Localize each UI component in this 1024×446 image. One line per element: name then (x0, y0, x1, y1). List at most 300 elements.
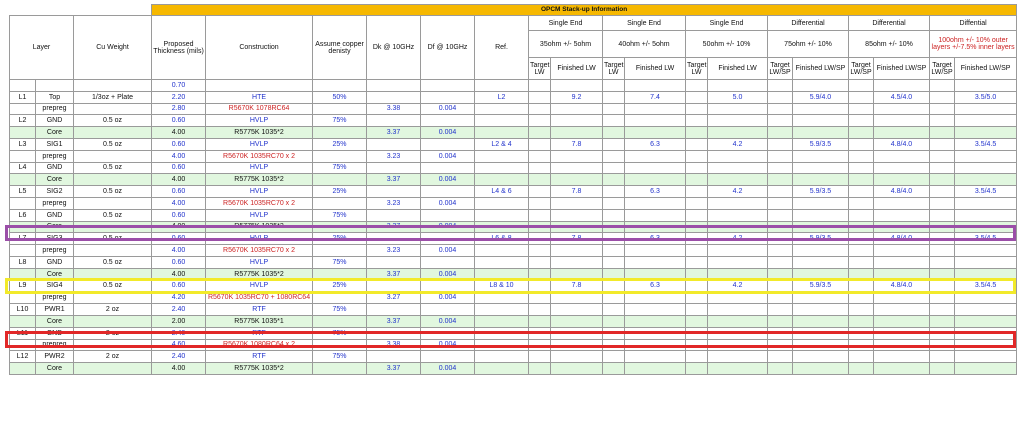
finished-lw (955, 304, 1017, 316)
cu-weight (74, 339, 152, 351)
target-lw (768, 327, 793, 339)
df-value: 0.004 (421, 197, 475, 209)
target-lw (603, 327, 625, 339)
table-row (10, 115, 1017, 127)
target-lw (529, 245, 551, 257)
group-title: Single End (603, 16, 686, 31)
ref-layers (475, 174, 529, 186)
dk-value (367, 115, 421, 127)
layer-name: prepreg (36, 103, 74, 115)
layer-name: Core (36, 127, 74, 139)
df-header: Df @ 10GHz (421, 16, 475, 80)
finished-lw (551, 162, 603, 174)
target-lw (686, 174, 708, 186)
construction: HVLP (206, 186, 313, 198)
ref-layers: L2 (475, 91, 529, 103)
target-lw (529, 150, 551, 162)
finished-lw (551, 80, 603, 92)
cu-weight (74, 103, 152, 115)
layer-id: L4 (10, 162, 36, 174)
construction: R5670K 1035RC70 x 2 (206, 245, 313, 257)
target-lw (529, 209, 551, 221)
finished-lw: 7.4 (625, 91, 686, 103)
finished-lw (793, 115, 849, 127)
df-value (421, 327, 475, 339)
target-lw (768, 91, 793, 103)
target-col-header: Target LW (603, 58, 625, 80)
finished-lw (874, 315, 930, 327)
layer-id: L11 (10, 327, 36, 339)
construction: R5670K 1035RC70 x 2 (206, 150, 313, 162)
construction-header: Construction (206, 16, 313, 80)
target-lw (686, 150, 708, 162)
group-spec: 100ohm +/- 10% outer layers +/-7.5% inner layers (930, 31, 1017, 58)
finished-lw (625, 174, 686, 186)
target-col-header: Target LW (529, 58, 551, 80)
ref-layers (475, 315, 529, 327)
target-lw (686, 327, 708, 339)
target-lw (930, 256, 955, 268)
layer-name: SIG1 (36, 138, 74, 150)
target-lw (686, 315, 708, 327)
copper-density (313, 339, 367, 351)
ref-layers (475, 197, 529, 209)
dk-value (367, 233, 421, 245)
finished-lw (874, 304, 930, 316)
copper-density (313, 150, 367, 162)
target-lw (529, 115, 551, 127)
target-lw (768, 245, 793, 257)
layer-id (10, 221, 36, 233)
target-lw (849, 327, 874, 339)
target-lw (529, 363, 551, 375)
target-lw (930, 127, 955, 139)
target-lw (603, 233, 625, 245)
construction: R5670K 1035RC70 + 1080RC64 (206, 292, 313, 304)
target-lw (768, 186, 793, 198)
target-lw (686, 127, 708, 139)
finished-lw (551, 268, 603, 280)
cu-weight: 0.5 oz (74, 209, 152, 221)
thickness: 4.20 (152, 292, 206, 304)
target-lw (849, 339, 874, 351)
finished-lw: 7.8 (551, 138, 603, 150)
layer-name: PWR1 (36, 304, 74, 316)
target-lw (849, 138, 874, 150)
target-lw (686, 339, 708, 351)
cu-weight: 0.5 oz (74, 162, 152, 174)
finished-lw (955, 315, 1017, 327)
thickness: 4.00 (152, 150, 206, 162)
finished-lw (708, 327, 768, 339)
finished-lw (708, 339, 768, 351)
finished-lw (625, 268, 686, 280)
layer-id: L8 (10, 256, 36, 268)
ref-layers (475, 245, 529, 257)
finished-lw: 3.5/4.5 (955, 280, 1017, 292)
table-row (10, 292, 1017, 304)
construction: HVLP (206, 280, 313, 292)
finished-lw (708, 315, 768, 327)
df-value: 0.004 (421, 339, 475, 351)
finished-lw: 6.3 (625, 138, 686, 150)
target-lw (930, 304, 955, 316)
finished-lw (708, 256, 768, 268)
copper-density: 25% (313, 280, 367, 292)
table-row (10, 221, 1017, 233)
dk-header: Dk @ 10GHz (367, 16, 421, 80)
construction: R5670K 1080RC64 x 2 (206, 339, 313, 351)
finished-lw: 4.8/4.0 (874, 138, 930, 150)
ref-layers (475, 292, 529, 304)
finished-lw (955, 197, 1017, 209)
target-lw (768, 292, 793, 304)
finished-col-header: Finished LW/SP (955, 58, 1017, 80)
finished-lw (551, 127, 603, 139)
dk-value: 3.23 (367, 150, 421, 162)
finished-lw (955, 339, 1017, 351)
cu-weight (74, 245, 152, 257)
target-lw (768, 127, 793, 139)
target-lw (529, 315, 551, 327)
target-lw (603, 315, 625, 327)
target-lw (849, 256, 874, 268)
thickness: 2.40 (152, 351, 206, 363)
finished-lw: 3.5/4.5 (955, 138, 1017, 150)
target-lw (529, 80, 551, 92)
finished-lw (551, 209, 603, 221)
target-col-header: Target LW/SP (849, 58, 874, 80)
finished-lw (874, 245, 930, 257)
cu-weight: 2 oz (74, 327, 152, 339)
finished-lw (874, 115, 930, 127)
table-row (10, 150, 1017, 162)
df-value: 0.004 (421, 221, 475, 233)
finished-lw: 3.5/5.0 (955, 91, 1017, 103)
group-title: Single End (686, 16, 768, 31)
finished-lw (708, 197, 768, 209)
dk-value: 3.27 (367, 292, 421, 304)
cu-weight: 0.5 oz (74, 115, 152, 127)
finished-lw: 6.3 (625, 280, 686, 292)
target-lw (603, 245, 625, 257)
finished-col-header: Finished LW/SP (793, 58, 849, 80)
target-lw (529, 174, 551, 186)
layer-id (10, 363, 36, 375)
target-lw (849, 315, 874, 327)
finished-lw (793, 197, 849, 209)
finished-lw (793, 80, 849, 92)
target-lw (930, 245, 955, 257)
copper-density: 75% (313, 115, 367, 127)
target-lw (930, 351, 955, 363)
target-lw (603, 280, 625, 292)
cu-weight: 0.5 oz (74, 256, 152, 268)
finished-lw (708, 363, 768, 375)
target-lw (686, 245, 708, 257)
layer-name: Core (36, 174, 74, 186)
target-lw (529, 138, 551, 150)
finished-lw (874, 351, 930, 363)
target-lw (930, 150, 955, 162)
finished-lw (793, 150, 849, 162)
dk-value: 3.23 (367, 245, 421, 257)
table-row (10, 103, 1017, 115)
target-lw (529, 162, 551, 174)
cu-weight: 0.5 oz (74, 186, 152, 198)
finished-lw (874, 221, 930, 233)
target-lw (930, 162, 955, 174)
finished-lw (955, 221, 1017, 233)
construction: HVLP (206, 162, 313, 174)
target-col-header: Target LW/SP (768, 58, 793, 80)
finished-col-header: Finished LW (708, 58, 768, 80)
target-lw (849, 127, 874, 139)
df-value (421, 304, 475, 316)
target-lw (603, 127, 625, 139)
target-lw (930, 268, 955, 280)
finished-lw (793, 162, 849, 174)
layer-name (36, 80, 74, 92)
group-spec: 50ohm +/- 10% (686, 31, 768, 58)
layer-name: prepreg (36, 339, 74, 351)
construction: HVLP (206, 115, 313, 127)
layer-name: SIG4 (36, 280, 74, 292)
layer-name: GND (36, 209, 74, 221)
target-lw (768, 162, 793, 174)
finished-lw (625, 209, 686, 221)
target-lw (529, 91, 551, 103)
finished-lw (625, 80, 686, 92)
finished-lw: 5.9/4.0 (793, 91, 849, 103)
finished-lw (955, 150, 1017, 162)
copper-density (313, 197, 367, 209)
thickness: 4.00 (152, 221, 206, 233)
layer-name: prepreg (36, 150, 74, 162)
cu-weight (74, 80, 152, 92)
cu-weight (74, 174, 152, 186)
cu-weight (74, 197, 152, 209)
target-lw (603, 256, 625, 268)
construction: R5775K 1035*2 (206, 268, 313, 280)
finished-lw (551, 221, 603, 233)
target-col-header: Target LW/SP (930, 58, 955, 80)
target-lw (529, 256, 551, 268)
ref-layers (475, 115, 529, 127)
finished-lw (551, 103, 603, 115)
thickness: 0.60 (152, 115, 206, 127)
target-lw (686, 280, 708, 292)
df-value: 0.004 (421, 245, 475, 257)
target-lw (849, 304, 874, 316)
finished-lw (955, 80, 1017, 92)
finished-lw (551, 292, 603, 304)
finished-lw (955, 327, 1017, 339)
table-row (10, 268, 1017, 280)
finished-lw (874, 197, 930, 209)
target-lw (529, 304, 551, 316)
ref-layers (475, 221, 529, 233)
finished-lw (874, 339, 930, 351)
copper-density: 75% (313, 209, 367, 221)
target-lw (686, 115, 708, 127)
ref-layers: L2 & 4 (475, 138, 529, 150)
construction: HVLP (206, 256, 313, 268)
table-row (10, 245, 1017, 257)
target-lw (603, 339, 625, 351)
target-lw (768, 221, 793, 233)
target-lw (529, 292, 551, 304)
layer-name: prepreg (36, 292, 74, 304)
proposed-thickness-header: Proposed Thickness (mils) (152, 16, 206, 80)
finished-lw (874, 363, 930, 375)
layer-id (10, 80, 36, 92)
group-spec: 75ohm +/- 10% (768, 31, 849, 58)
finished-lw (625, 256, 686, 268)
cu-weight: 2 oz (74, 304, 152, 316)
target-lw (686, 233, 708, 245)
finished-lw (793, 315, 849, 327)
target-lw (849, 268, 874, 280)
dk-value (367, 209, 421, 221)
target-lw (768, 103, 793, 115)
target-lw (768, 209, 793, 221)
table-row (10, 280, 1017, 292)
copper-density: 75% (313, 304, 367, 316)
dk-value: 3.38 (367, 339, 421, 351)
finished-lw: 4.2 (708, 138, 768, 150)
df-value: 0.004 (421, 174, 475, 186)
construction: HVLP (206, 138, 313, 150)
df-value: 0.004 (421, 268, 475, 280)
thickness: 0.60 (152, 280, 206, 292)
cu-weight (74, 315, 152, 327)
target-lw (849, 150, 874, 162)
target-lw (686, 221, 708, 233)
layer-id: L7 (10, 233, 36, 245)
df-value (421, 80, 475, 92)
finished-lw (708, 80, 768, 92)
target-col-header: Target LW (686, 58, 708, 80)
dk-value (367, 280, 421, 292)
construction: RTF (206, 351, 313, 363)
finished-lw (955, 351, 1017, 363)
target-lw (849, 80, 874, 92)
target-lw (686, 256, 708, 268)
dk-value: 3.37 (367, 127, 421, 139)
finished-lw (955, 292, 1017, 304)
target-lw (603, 363, 625, 375)
target-lw (603, 115, 625, 127)
cu-weight: 0.5 oz (74, 138, 152, 150)
layer-name: PWR2 (36, 351, 74, 363)
target-lw (686, 209, 708, 221)
dk-value (367, 351, 421, 363)
finished-lw (955, 103, 1017, 115)
finished-lw (708, 292, 768, 304)
dk-value: 3.38 (367, 103, 421, 115)
thickness: 2.40 (152, 304, 206, 316)
finished-lw (708, 351, 768, 363)
ref-layers (475, 363, 529, 375)
copper-density: 75% (313, 351, 367, 363)
finished-lw (793, 304, 849, 316)
target-lw (768, 115, 793, 127)
construction: RTF (206, 304, 313, 316)
copper-density: 50% (313, 91, 367, 103)
finished-lw (955, 268, 1017, 280)
finished-lw: 4.2 (708, 186, 768, 198)
ref-layers (475, 351, 529, 363)
layer-id: L9 (10, 280, 36, 292)
target-lw (529, 186, 551, 198)
target-lw (529, 280, 551, 292)
table-row (10, 363, 1017, 375)
finished-col-header: Finished LW (551, 58, 603, 80)
target-lw (930, 363, 955, 375)
table-title: OPCM Stack-up Information (152, 5, 1017, 16)
target-lw (849, 174, 874, 186)
ref-layers (475, 80, 529, 92)
copper-density (313, 221, 367, 233)
table-row (10, 339, 1017, 351)
dk-value: 3.37 (367, 174, 421, 186)
target-lw (529, 233, 551, 245)
ref-layers (475, 304, 529, 316)
finished-lw (708, 162, 768, 174)
target-lw (768, 268, 793, 280)
finished-lw: 4.8/4.0 (874, 280, 930, 292)
target-lw (768, 315, 793, 327)
finished-lw: 5.9/3.5 (793, 186, 849, 198)
finished-lw (708, 127, 768, 139)
finished-lw (551, 351, 603, 363)
finished-lw (874, 268, 930, 280)
target-lw (603, 186, 625, 198)
cu-weight: 1/3oz + Plate (74, 91, 152, 103)
thickness: 2.40 (152, 327, 206, 339)
target-lw (849, 221, 874, 233)
target-lw (930, 174, 955, 186)
layer-id: L3 (10, 138, 36, 150)
dk-value (367, 80, 421, 92)
cu-weight (74, 292, 152, 304)
copper-density: 75% (313, 327, 367, 339)
dk-value (367, 327, 421, 339)
dk-value (367, 304, 421, 316)
finished-lw (955, 115, 1017, 127)
group-title: Differential (768, 16, 849, 31)
layer-id: L1 (10, 91, 36, 103)
cu-weight (74, 221, 152, 233)
copper-density (313, 245, 367, 257)
target-lw (686, 103, 708, 115)
finished-lw (551, 363, 603, 375)
finished-lw (625, 150, 686, 162)
ref-layers (475, 339, 529, 351)
finished-lw (551, 339, 603, 351)
construction: R5775K 1035*2 (206, 363, 313, 375)
finished-lw: 7.8 (551, 280, 603, 292)
dk-value (367, 186, 421, 198)
copper-density: 75% (313, 256, 367, 268)
finished-lw (793, 268, 849, 280)
thickness: 0.60 (152, 209, 206, 221)
construction: HVLP (206, 209, 313, 221)
target-lw (930, 327, 955, 339)
target-lw (930, 186, 955, 198)
finished-lw (793, 292, 849, 304)
